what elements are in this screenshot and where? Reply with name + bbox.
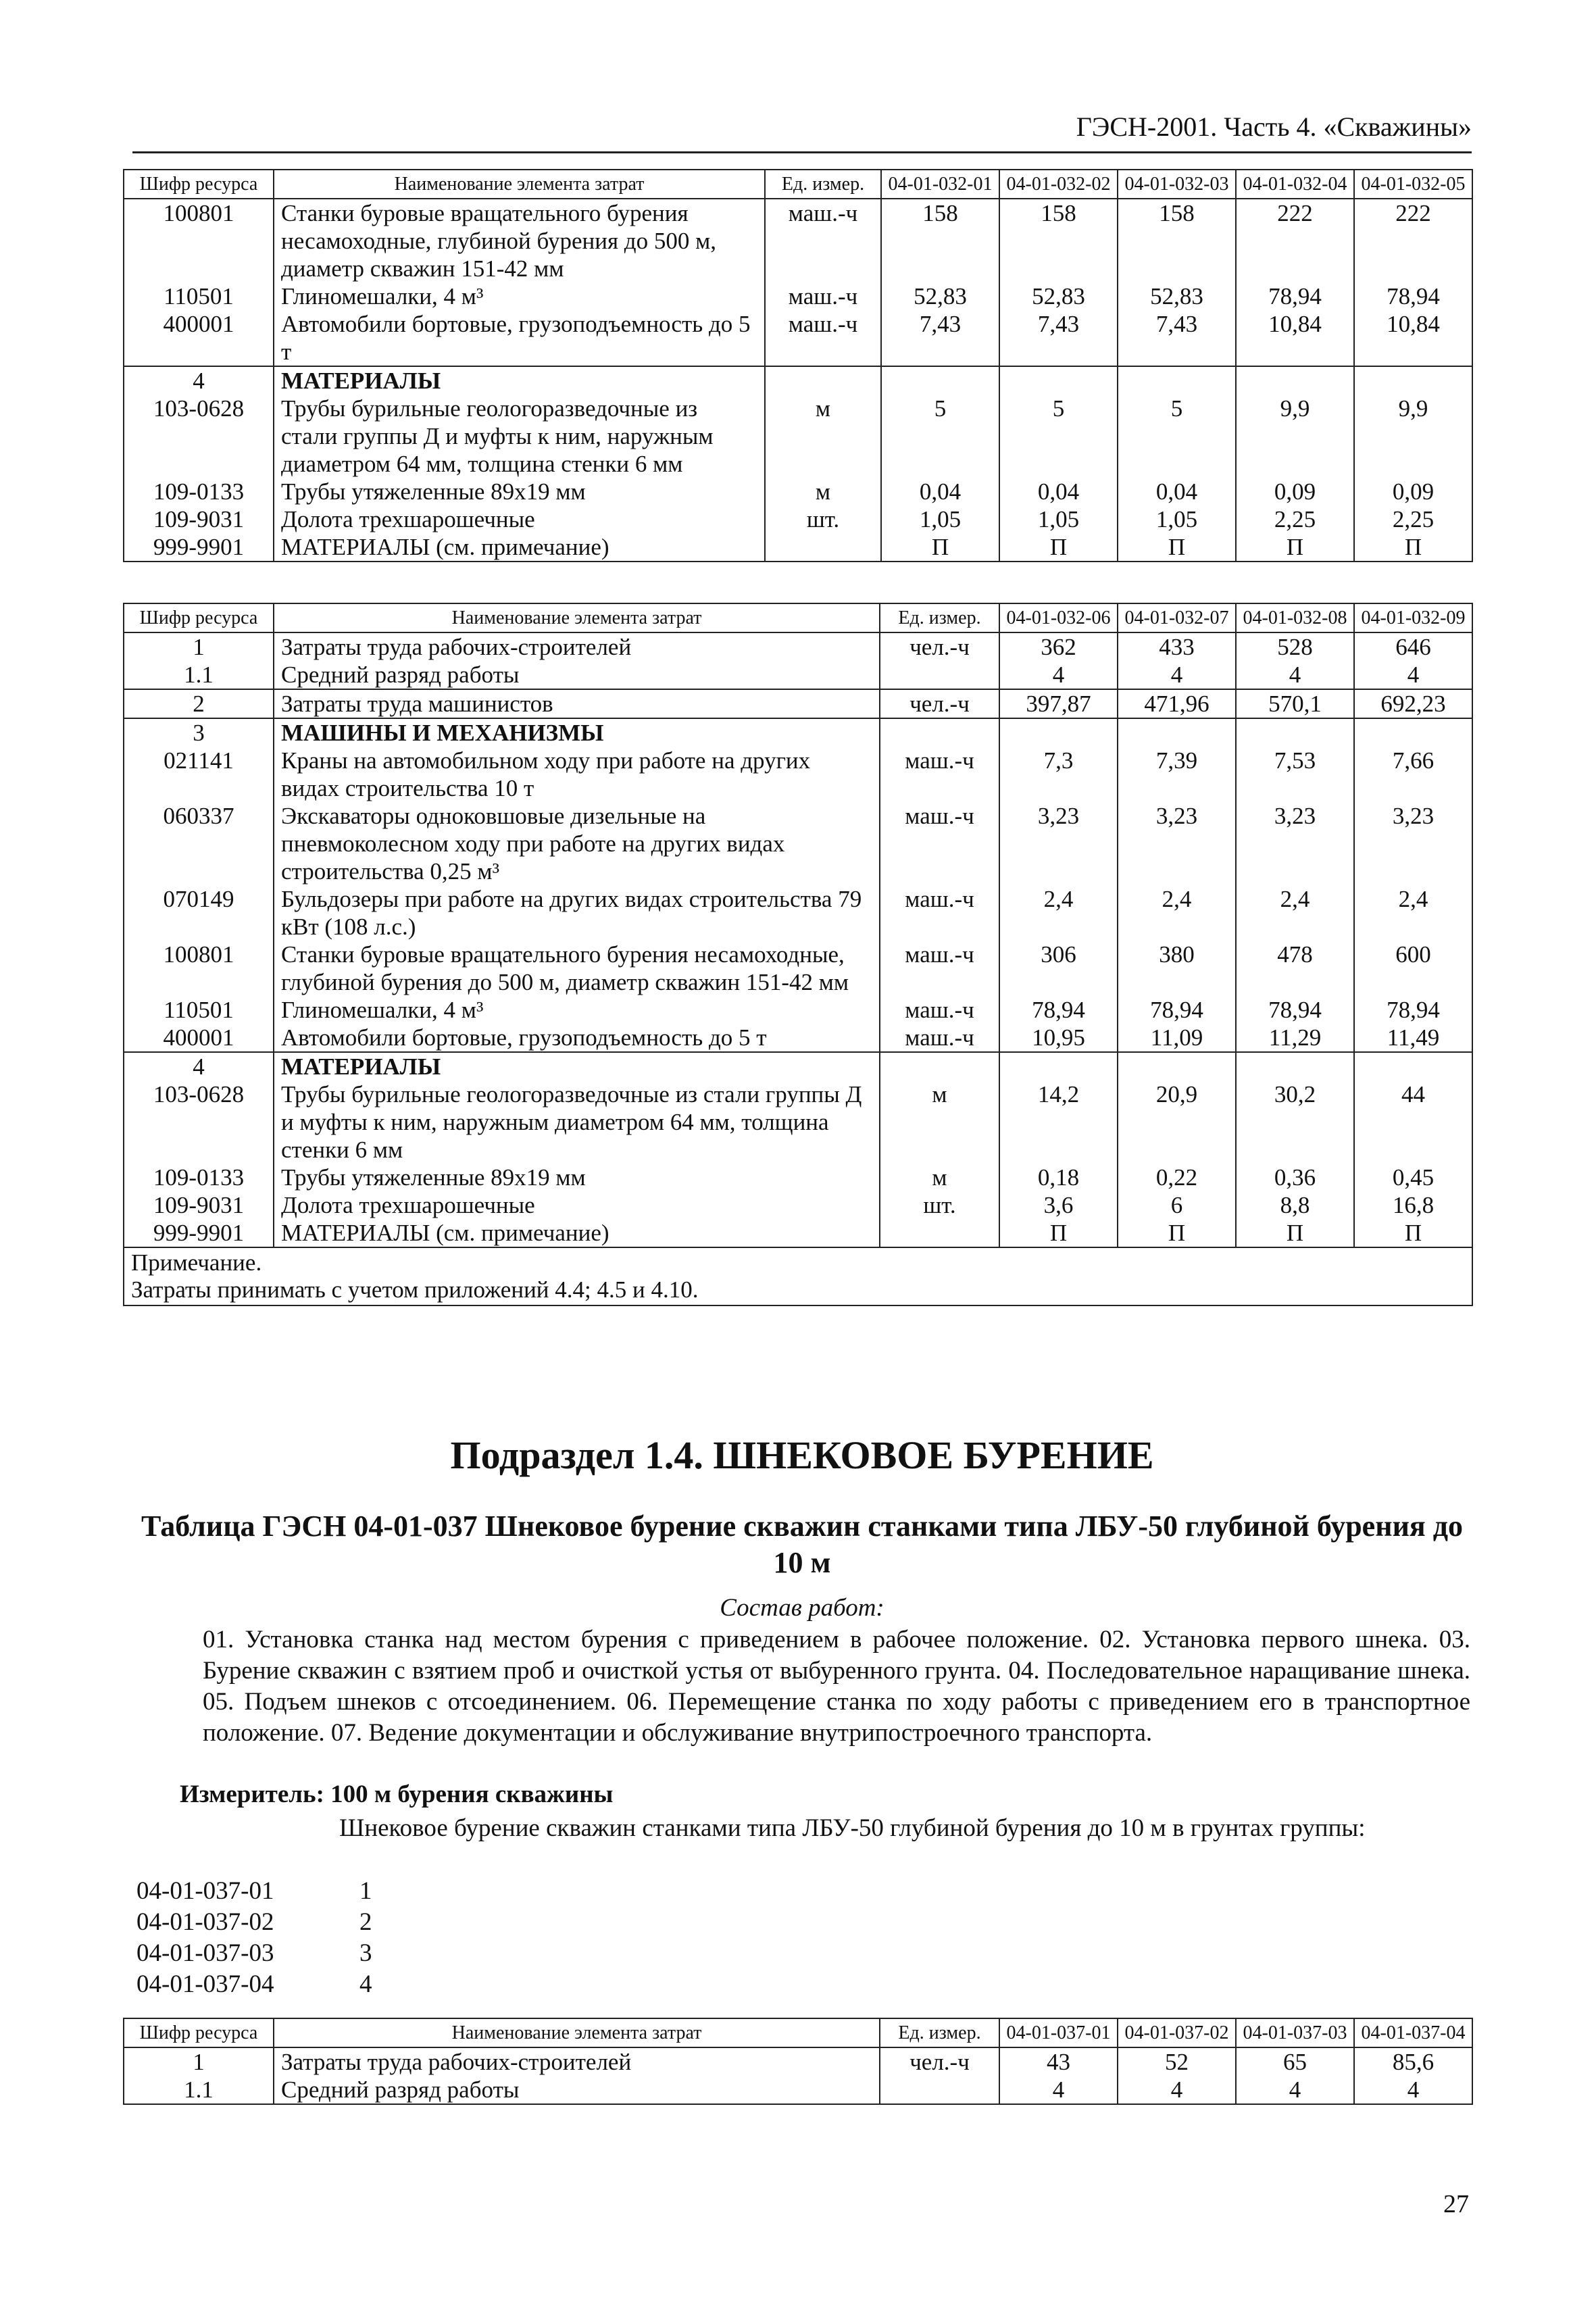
resource-name-cell: Средний разряд работы <box>274 2076 880 2104</box>
value-cell: 7,53 <box>1236 747 1354 802</box>
unit-cell <box>880 1052 999 1080</box>
code-list-item <box>136 1876 372 1907</box>
table-row <box>124 199 1472 282</box>
value-cell: 78,94 <box>1354 996 1472 1024</box>
value-cell: 11,49 <box>1354 1024 1472 1052</box>
value-cell <box>1118 1052 1236 1080</box>
column-header: Наименование элемента затрат <box>274 2018 880 2047</box>
resource-name-cell: Автомобили бортовые, грузоподъемность до 5 т <box>274 1024 880 1052</box>
value-cell <box>1236 718 1354 747</box>
table-row <box>124 2047 1472 2076</box>
resource-code-cell: 021141 <box>124 747 274 802</box>
note-row <box>124 1247 1472 1305</box>
resource-code-cell: 110501 <box>124 996 274 1024</box>
value-cell: 158 <box>999 199 1118 282</box>
note-cell <box>124 1247 1472 1305</box>
value-cell: 4 <box>1236 661 1354 689</box>
value-cell: 4 <box>1118 2076 1236 2104</box>
value-cell: 6 <box>1118 1191 1236 1219</box>
value-cell: 2,4 <box>1118 885 1236 941</box>
unit-cell: маш.-ч <box>765 310 881 366</box>
value-cell: 0,22 <box>1118 1164 1236 1191</box>
unit-cell: чел.-ч <box>880 689 999 718</box>
section-title: Подраздел 1.4. ШНЕКОВОЕ БУРЕНИЕ <box>450 1433 1154 1477</box>
unit-cell: чел.-ч <box>880 632 999 661</box>
value-cell: 0,36 <box>1236 1164 1354 1191</box>
table-row <box>124 533 1472 562</box>
resource-code-cell: 1.1 <box>124 2076 274 2104</box>
table-row <box>124 2076 1472 2104</box>
value-cell: 2,25 <box>1236 505 1354 533</box>
unit-cell: маш.-ч <box>880 941 999 996</box>
table-header-row <box>124 2018 1472 2047</box>
column-header: Наименование элемента затрат <box>274 603 880 632</box>
unit-cell <box>765 533 881 562</box>
value-cell: 85,6 <box>1354 2047 1472 2076</box>
unit-cell: м <box>880 1080 999 1164</box>
resource-name-cell: Автомобили бортовые, грузоподъемность до 5 т <box>274 310 765 366</box>
code-list-item <box>136 1938 372 1969</box>
column-header: Ед. измер. <box>880 603 999 632</box>
column-header: 04-01-032-03 <box>1118 170 1236 199</box>
unit-cell: шт. <box>880 1191 999 1219</box>
value-cell: 10,84 <box>1236 310 1354 366</box>
value-cell <box>1354 366 1472 395</box>
value-cell: 43 <box>999 2047 1118 2076</box>
table-row <box>124 885 1472 941</box>
norm-code: 04-01-037-02 <box>136 1908 274 1936</box>
table-row <box>124 1219 1472 1247</box>
table-row <box>124 310 1472 366</box>
value-cell: 3,23 <box>999 802 1118 885</box>
table-row <box>124 718 1472 747</box>
value-cell: 14,2 <box>999 1080 1118 1164</box>
column-header: 04-01-032-04 <box>1236 170 1354 199</box>
unit-cell <box>880 1219 999 1247</box>
resource-code-cell: 100801 <box>124 199 274 282</box>
value-cell: 0,09 <box>1236 478 1354 505</box>
table-header-row <box>124 170 1472 199</box>
resource-name-cell: Трубы утяжеленные 89х19 мм <box>274 1164 880 1191</box>
resource-code-cell: 400001 <box>124 1024 274 1052</box>
value-cell: 9,9 <box>1236 395 1354 478</box>
table-row <box>124 1080 1472 1164</box>
value-cell: 52 <box>1118 2047 1236 2076</box>
value-cell: 3,6 <box>999 1191 1118 1219</box>
column-header: 04-01-032-09 <box>1354 603 1472 632</box>
value-cell: 4 <box>1354 2076 1472 2104</box>
value-cell: П <box>1118 533 1236 562</box>
value-cell: П <box>999 533 1118 562</box>
unit-cell <box>880 2076 999 2104</box>
column-header: 04-01-037-04 <box>1354 2018 1472 2047</box>
soil-group: 3 <box>359 1939 372 1967</box>
value-cell: 4 <box>999 2076 1118 2104</box>
column-header: 04-01-032-01 <box>881 170 999 199</box>
value-cell: 1,05 <box>881 505 999 533</box>
value-cell: 222 <box>1236 199 1354 282</box>
value-cell: 2,4 <box>999 885 1118 941</box>
value-cell: 11,29 <box>1236 1024 1354 1052</box>
value-cell: 5 <box>999 395 1118 478</box>
value-cell: 4 <box>1354 661 1472 689</box>
value-cell: 5 <box>1118 395 1236 478</box>
value-cell: 7,43 <box>999 310 1118 366</box>
column-header: 04-01-037-02 <box>1118 2018 1236 2047</box>
column-header: Ед. измер. <box>880 2018 999 2047</box>
value-cell: 78,94 <box>1354 282 1472 310</box>
norm-code: 04-01-037-03 <box>136 1939 274 1967</box>
value-cell: 52,83 <box>1118 282 1236 310</box>
value-cell: 570,1 <box>1236 689 1354 718</box>
value-cell: 362 <box>999 632 1118 661</box>
code-list-item <box>136 1969 372 2000</box>
value-cell <box>999 1052 1118 1080</box>
resource-code-cell: 100801 <box>124 941 274 996</box>
value-cell <box>1236 1052 1354 1080</box>
value-cell: 397,87 <box>999 689 1118 718</box>
table-header-row <box>124 603 1472 632</box>
unit-cell: маш.-ч <box>880 996 999 1024</box>
value-cell: 0,18 <box>999 1164 1118 1191</box>
value-cell: 0,45 <box>1354 1164 1472 1191</box>
value-cell: 30,2 <box>1236 1080 1354 1164</box>
value-cell: 600 <box>1354 941 1472 996</box>
value-cell <box>1236 366 1354 395</box>
value-cell: 2,4 <box>1236 885 1354 941</box>
value-cell: 11,09 <box>1118 1024 1236 1052</box>
value-cell: 380 <box>1118 941 1236 996</box>
resource-code-cell: 2 <box>124 689 274 718</box>
value-cell: 52,83 <box>881 282 999 310</box>
table-description: Шнековое бурение скважин станками типа ЛБУ-50 глубиной бурения до 10 м в грунтах группы: <box>339 1814 1366 1842</box>
unit-cell: маш.-ч <box>880 885 999 941</box>
unit-cell: чел.-ч <box>880 2047 999 2076</box>
resource-name-cell: Бульдозеры при работе на других видах строительства 79 кВт (108 л.с.) <box>274 885 880 941</box>
table-row <box>124 1164 1472 1191</box>
value-cell: П <box>1354 1219 1472 1247</box>
resource-name-cell: МАШИНЫ И МЕХАНИЗМЫ <box>274 718 880 747</box>
table-row <box>124 661 1472 689</box>
resource-code-cell: 999-9901 <box>124 533 274 562</box>
resource-code-cell: 103-0628 <box>124 1080 274 1164</box>
resource-code-cell: 1 <box>124 632 274 661</box>
resource-code-cell: 400001 <box>124 310 274 366</box>
value-cell: 4 <box>999 661 1118 689</box>
value-cell: 2,4 <box>1354 885 1472 941</box>
resource-code-cell: 999-9901 <box>124 1219 274 1247</box>
value-cell: 0,04 <box>999 478 1118 505</box>
value-cell: 0,04 <box>1118 478 1236 505</box>
column-header: 04-01-032-06 <box>999 603 1118 632</box>
resource-code-cell: 4 <box>124 366 274 395</box>
value-cell: 7,43 <box>881 310 999 366</box>
running-header <box>132 107 1472 153</box>
column-header: Наименование элемента затрат <box>274 170 765 199</box>
table-row <box>124 478 1472 505</box>
column-header: 04-01-032-02 <box>999 170 1118 199</box>
resource-code-cell: 1.1 <box>124 661 274 689</box>
page-number: 27 <box>1443 2190 1469 2218</box>
table-row <box>124 747 1472 802</box>
value-cell: 7,39 <box>1118 747 1236 802</box>
note-title: Примечание. <box>131 1249 262 1276</box>
table-row <box>124 632 1472 661</box>
resource-code-cell: 3 <box>124 718 274 747</box>
resource-code-cell: 110501 <box>124 282 274 310</box>
resource-name-cell: Краны на автомобильном ходу при работе на других видах строительства 10 т <box>274 747 880 802</box>
value-cell: 1,05 <box>1118 505 1236 533</box>
value-cell: 65 <box>1236 2047 1354 2076</box>
resource-table-037 <box>123 2018 1473 2105</box>
resource-code-cell: 109-0133 <box>124 478 274 505</box>
value-cell: 7,43 <box>1118 310 1236 366</box>
resource-name-cell: МАТЕРИАЛЫ <box>274 366 765 395</box>
resource-name-cell: Глиномешалки, 4 м³ <box>274 282 765 310</box>
unit-cell <box>880 661 999 689</box>
soil-group: 1 <box>359 1877 372 1905</box>
value-cell: 471,96 <box>1118 689 1236 718</box>
column-header: 04-01-032-07 <box>1118 603 1236 632</box>
column-header: Шифр ресурса <box>124 170 274 199</box>
table-row <box>124 366 1472 395</box>
unit-cell: маш.-ч <box>880 1024 999 1052</box>
value-cell: 8,8 <box>1236 1191 1354 1219</box>
table-row <box>124 996 1472 1024</box>
value-cell: 433 <box>1118 632 1236 661</box>
unit-cell: м <box>765 478 881 505</box>
value-cell: 78,94 <box>1236 996 1354 1024</box>
resource-code-cell: 109-9031 <box>124 505 274 533</box>
value-cell: 158 <box>1118 199 1236 282</box>
works-composition <box>135 1624 1470 1749</box>
resource-table-032-06-09 <box>123 603 1473 1306</box>
resource-name-cell: Глиномешалки, 4 м³ <box>274 996 880 1024</box>
value-cell: 78,94 <box>1118 996 1236 1024</box>
resource-code-cell: 109-0133 <box>124 1164 274 1191</box>
value-cell <box>999 366 1118 395</box>
unit-cell <box>880 718 999 747</box>
value-cell: П <box>1354 533 1472 562</box>
column-header: Шифр ресурса <box>124 2018 274 2047</box>
works-text: 01. Установка станка над местом бурения с приведением в рабочее положение. 02. Установка первого шнека. 03. Бурение скважин с взятием проб и очисткой устья от выбуренного грунта. 04. Последовательное наращивание шнека. 05. Подъем шнеков с отсоединением. 06. Перемещение станка по ходу работы с приведением его в транспортное положение. 07. Ведение документации и обслуживание внутрипостроечного транспорта. <box>203 1626 1470 1747</box>
value-cell: 7,3 <box>999 747 1118 802</box>
value-cell: 52,83 <box>999 282 1118 310</box>
column-header: 04-01-032-05 <box>1354 170 1472 199</box>
unit-cell: м <box>880 1164 999 1191</box>
unit-cell: маш.-ч <box>880 802 999 885</box>
value-cell: 78,94 <box>1236 282 1354 310</box>
value-cell <box>881 366 999 395</box>
code-list <box>136 1876 372 2000</box>
resource-name-cell: Средний разряд работы <box>274 661 880 689</box>
resource-code-cell: 1 <box>124 2047 274 2076</box>
resource-code-cell: 109-9031 <box>124 1191 274 1219</box>
resource-name-cell: Затраты труда рабочих-строителей <box>274 2047 880 2076</box>
table-title: Таблица ГЭСН 04-01-037 Шнековое бурение скважин станками типа ЛБУ-50 глубиной бурения до 10 м <box>141 1510 1463 1579</box>
value-cell: 0,04 <box>881 478 999 505</box>
value-cell: 3,23 <box>1236 802 1354 885</box>
value-cell: 646 <box>1354 632 1472 661</box>
norm-code: 04-01-037-01 <box>136 1877 274 1905</box>
resource-code-cell: 4 <box>124 1052 274 1080</box>
resource-name-cell: МАТЕРИАЛЫ (см. примечание) <box>274 1219 880 1247</box>
value-cell: 478 <box>1236 941 1354 996</box>
value-cell <box>1118 718 1236 747</box>
table-row <box>124 689 1472 718</box>
code-list-item <box>136 1907 372 1938</box>
resource-name-cell: Трубы утяжеленные 89х19 мм <box>274 478 765 505</box>
table-row <box>124 282 1472 310</box>
resource-table-032-01-05 <box>123 169 1473 562</box>
resource-code-cell: 060337 <box>124 802 274 885</box>
value-cell: 222 <box>1354 199 1472 282</box>
unit-cell: шт. <box>765 505 881 533</box>
soil-group: 2 <box>359 1908 372 1936</box>
resource-code-cell: 070149 <box>124 885 274 941</box>
table-row <box>124 395 1472 478</box>
value-cell: 2,25 <box>1354 505 1472 533</box>
value-cell <box>999 718 1118 747</box>
note-text: Затраты принимать с учетом приложений 4.4; 4.5 и 4.10. <box>131 1276 699 1303</box>
table-row <box>124 1191 1472 1219</box>
resource-name-cell: Затраты труда рабочих-строителей <box>274 632 880 661</box>
value-cell: 1,05 <box>999 505 1118 533</box>
value-cell: 44 <box>1354 1080 1472 1164</box>
measure-unit: Измеритель: 100 м бурения скважины <box>180 1781 614 1808</box>
value-cell: П <box>1236 1219 1354 1247</box>
value-cell: 16,8 <box>1354 1191 1472 1219</box>
value-cell <box>1118 366 1236 395</box>
resource-name-cell: Затраты труда машинистов <box>274 689 880 718</box>
norm-code: 04-01-037-04 <box>136 1970 274 1998</box>
unit-cell <box>765 366 881 395</box>
value-cell <box>1354 718 1472 747</box>
table-row <box>124 941 1472 996</box>
value-cell: 3,23 <box>1118 802 1236 885</box>
unit-cell: маш.-ч <box>765 199 881 282</box>
table-row <box>124 505 1472 533</box>
value-cell <box>1354 1052 1472 1080</box>
value-cell: П <box>999 1219 1118 1247</box>
column-header: 04-01-037-01 <box>999 2018 1118 2047</box>
column-header: 04-01-037-03 <box>1236 2018 1354 2047</box>
value-cell: 10,84 <box>1354 310 1472 366</box>
value-cell: 7,66 <box>1354 747 1472 802</box>
value-cell: 306 <box>999 941 1118 996</box>
unit-cell: м <box>765 395 881 478</box>
column-header: 04-01-032-08 <box>1236 603 1354 632</box>
value-cell: 528 <box>1236 632 1354 661</box>
value-cell: 4 <box>1236 2076 1354 2104</box>
value-cell: 158 <box>881 199 999 282</box>
value-cell: 3,23 <box>1354 802 1472 885</box>
value-cell: П <box>881 533 999 562</box>
table-row <box>124 1024 1472 1052</box>
value-cell: П <box>1118 1219 1236 1247</box>
unit-cell: маш.-ч <box>880 747 999 802</box>
soil-group: 4 <box>359 1970 372 1998</box>
resource-name-cell: Станки буровые вращательного бурения несамоходные, глубиной бурения до 500 м, диаметр скважин 151-42 мм <box>274 941 880 996</box>
table-row <box>124 802 1472 885</box>
resource-name-cell: МАТЕРИАЛЫ <box>274 1052 880 1080</box>
resource-name-cell: Станки буровые вращательного бурения несамоходные, глубиной бурения до 500 м, диаметр скважин 151-42 мм <box>274 199 765 282</box>
column-header: Шифр ресурса <box>124 603 274 632</box>
value-cell: П <box>1236 533 1354 562</box>
resource-name-cell: Экскаваторы одноковшовые дизельные на пневмоколесном ходу при работе на других видах строительства 0,25 м³ <box>274 802 880 885</box>
resource-code-cell: 103-0628 <box>124 395 274 478</box>
table-row <box>124 1052 1472 1080</box>
resource-name-cell: Долота трехшарошечные <box>274 505 765 533</box>
value-cell: 78,94 <box>999 996 1118 1024</box>
value-cell: 692,23 <box>1354 689 1472 718</box>
value-cell: 9,9 <box>1354 395 1472 478</box>
works-label: Состав работ: <box>720 1594 884 1622</box>
resource-name-cell: Долота трехшарошечные <box>274 1191 880 1219</box>
running-title: ГЭСН-2001. Часть 4. «Скважины» <box>1076 111 1472 142</box>
resource-name-cell: Трубы бурильные геологоразведочные из стали группы Д и муфты к ним, наружным диаметром 64 мм, толщина стенки 6 мм <box>274 1080 880 1164</box>
unit-cell: маш.-ч <box>765 282 881 310</box>
value-cell: 20,9 <box>1118 1080 1236 1164</box>
value-cell: 0,09 <box>1354 478 1472 505</box>
resource-name-cell: МАТЕРИАЛЫ (см. примечание) <box>274 533 765 562</box>
column-header: Ед. измер. <box>765 170 881 199</box>
resource-name-cell: Трубы бурильные геологоразведочные из стали группы Д и муфты к ним, наружным диаметром 64 мм, толщина стенки 6 мм <box>274 395 765 478</box>
value-cell: 5 <box>881 395 999 478</box>
value-cell: 10,95 <box>999 1024 1118 1052</box>
value-cell: 4 <box>1118 661 1236 689</box>
